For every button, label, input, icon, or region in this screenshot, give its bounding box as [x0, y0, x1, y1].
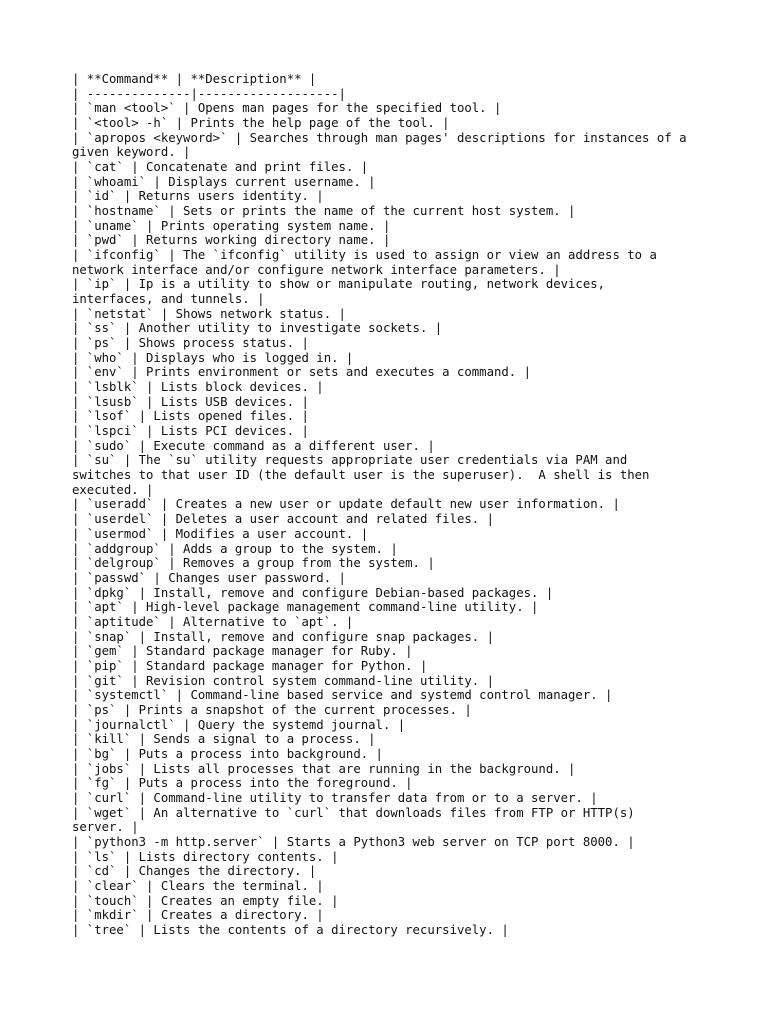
text-line: | `python3 -m http.server` | Starts a Python3 web server on TCP port 8000. | — [72, 834, 635, 849]
text-line: | `lspci` | Lists PCI devices. | — [72, 424, 309, 439]
text-line: | `dpkg` | Install, remove and configure Debian-based packages. | — [72, 585, 554, 600]
command-table-text — [72, 72, 702, 938]
text-line: | `aptitude` | Alternative to `apt`. | — [72, 614, 354, 629]
text-line: | `pwd` | Returns working directory name. | — [72, 233, 391, 248]
text-line: | `hostname` | Sets or prints the name of the current host system. | — [72, 204, 576, 219]
text-line: | `fg` | Puts a process into the foreground. | — [72, 776, 413, 791]
text-line: | `journalctl` | Query the systemd journal. | — [72, 717, 406, 732]
text-line: | `lsof` | Lists opened files. | — [72, 409, 309, 424]
text-line: | `ls` | Lists directory contents. | — [72, 849, 339, 864]
text-line: | `passwd` | Changes user password. | — [72, 570, 346, 585]
text-line: | `ip` | Ip is a utility to show or manipulate routing, network devices, — [72, 277, 606, 292]
text-line: | `who` | Displays who is logged in. | — [72, 350, 354, 365]
text-line: | `apropos <keyword>` | Searches through man pages' descriptions for instances of a — [72, 130, 687, 145]
document-page — [72, 72, 702, 938]
text-line: | `cd` | Changes the directory. | — [72, 864, 317, 879]
text-line: | `ss` | Another utility to investigate sockets. | — [72, 321, 443, 336]
text-line: | `ps` | Prints a snapshot of the current processes. | — [72, 702, 472, 717]
text-line: | `cat` | Concatenate and print files. | — [72, 160, 369, 175]
text-line: | `addgroup` | Adds a group to the system. | — [72, 541, 398, 556]
text-line: | `lsusb` | Lists USB devices. | — [72, 394, 309, 409]
text-line: | `lsblk` | Lists block devices. | — [72, 380, 324, 395]
text-line: | `uname` | Prints operating system name. | — [72, 218, 391, 233]
text-line: | `snap` | Install, remove and configure snap packages. | — [72, 629, 494, 644]
text-line: | `pip` | Standard package manager for Python. | — [72, 658, 428, 673]
text-line: | `usermod` | Modifies a user account. | — [72, 526, 369, 541]
text-line: switches to that user ID (the default user is the superuser). A shell is then — [72, 468, 650, 483]
text-line: | `bg` | Puts a process into background. | — [72, 746, 383, 761]
text-line: | `man <tool>` | Opens man pages for the specified tool. | — [72, 101, 502, 116]
text-line: | `userdel` | Deletes a user account and related files. | — [72, 512, 494, 527]
text-line: network interface and/or configure network interface parameters. | — [72, 262, 561, 277]
text-line: | **Command** | **Description** | — [72, 72, 317, 86]
text-line: | `netstat` | Shows network status. | — [72, 306, 346, 321]
text-line: | `jobs` | Lists all processes that are running in the background. | — [72, 761, 576, 776]
text-line: executed. | — [72, 482, 154, 497]
text-line: | `sudo` | Execute command as a different user. | — [72, 438, 435, 453]
text-line: | `mkdir` | Creates a directory. | — [72, 908, 324, 923]
text-line: | `systemctl` | Command-line based service and systemd control manager. | — [72, 688, 613, 703]
text-line: interfaces, and tunnels. | — [72, 292, 265, 307]
text-line: | `kill` | Sends a signal to a process. | — [72, 732, 376, 747]
text-line: | `clear` | Clears the terminal. | — [72, 878, 324, 893]
text-line: server. | — [72, 820, 139, 835]
text-line: | `tree` | Lists the contents of a directory recursively. | — [72, 922, 509, 937]
text-line: given keyword. | — [72, 145, 191, 160]
text-line: | `delgroup` | Removes a group from the system. | — [72, 556, 435, 571]
text-line: | `git` | Revision control system command-line utility. | — [72, 673, 494, 688]
text-line: | --------------|-------------------| — [72, 86, 346, 101]
text-line: | `wget` | An alternative to `curl` that downloads files from FTP or HTTP(s) — [72, 805, 635, 820]
text-line: | `id` | Returns users identity. | — [72, 189, 324, 204]
text-line: | `env` | Prints environment or sets and executes a command. | — [72, 365, 532, 380]
text-line: | `su` | The `su` utility requests appropriate user credentials via PAM and — [72, 453, 628, 468]
text-line: | `<tool> -h` | Prints the help page of the tool. | — [72, 116, 450, 131]
text-line: | `curl` | Command-line utility to transfer data from or to a server. | — [72, 790, 598, 805]
text-line: | `useradd` | Creates a new user or update default new user information. | — [72, 497, 620, 512]
text-line: | `apt` | High-level package management command-line utility. | — [72, 600, 539, 615]
text-line: | `touch` | Creates an empty file. | — [72, 893, 339, 908]
text-line: | `gem` | Standard package manager for Ruby. | — [72, 644, 413, 659]
text-line: | `ps` | Shows process status. | — [72, 336, 309, 351]
text-line: | `ifconfig` | The `ifconfig` utility is used to assign or view an address to a — [72, 248, 657, 263]
text-line: | `whoami` | Displays current username. | — [72, 174, 376, 189]
